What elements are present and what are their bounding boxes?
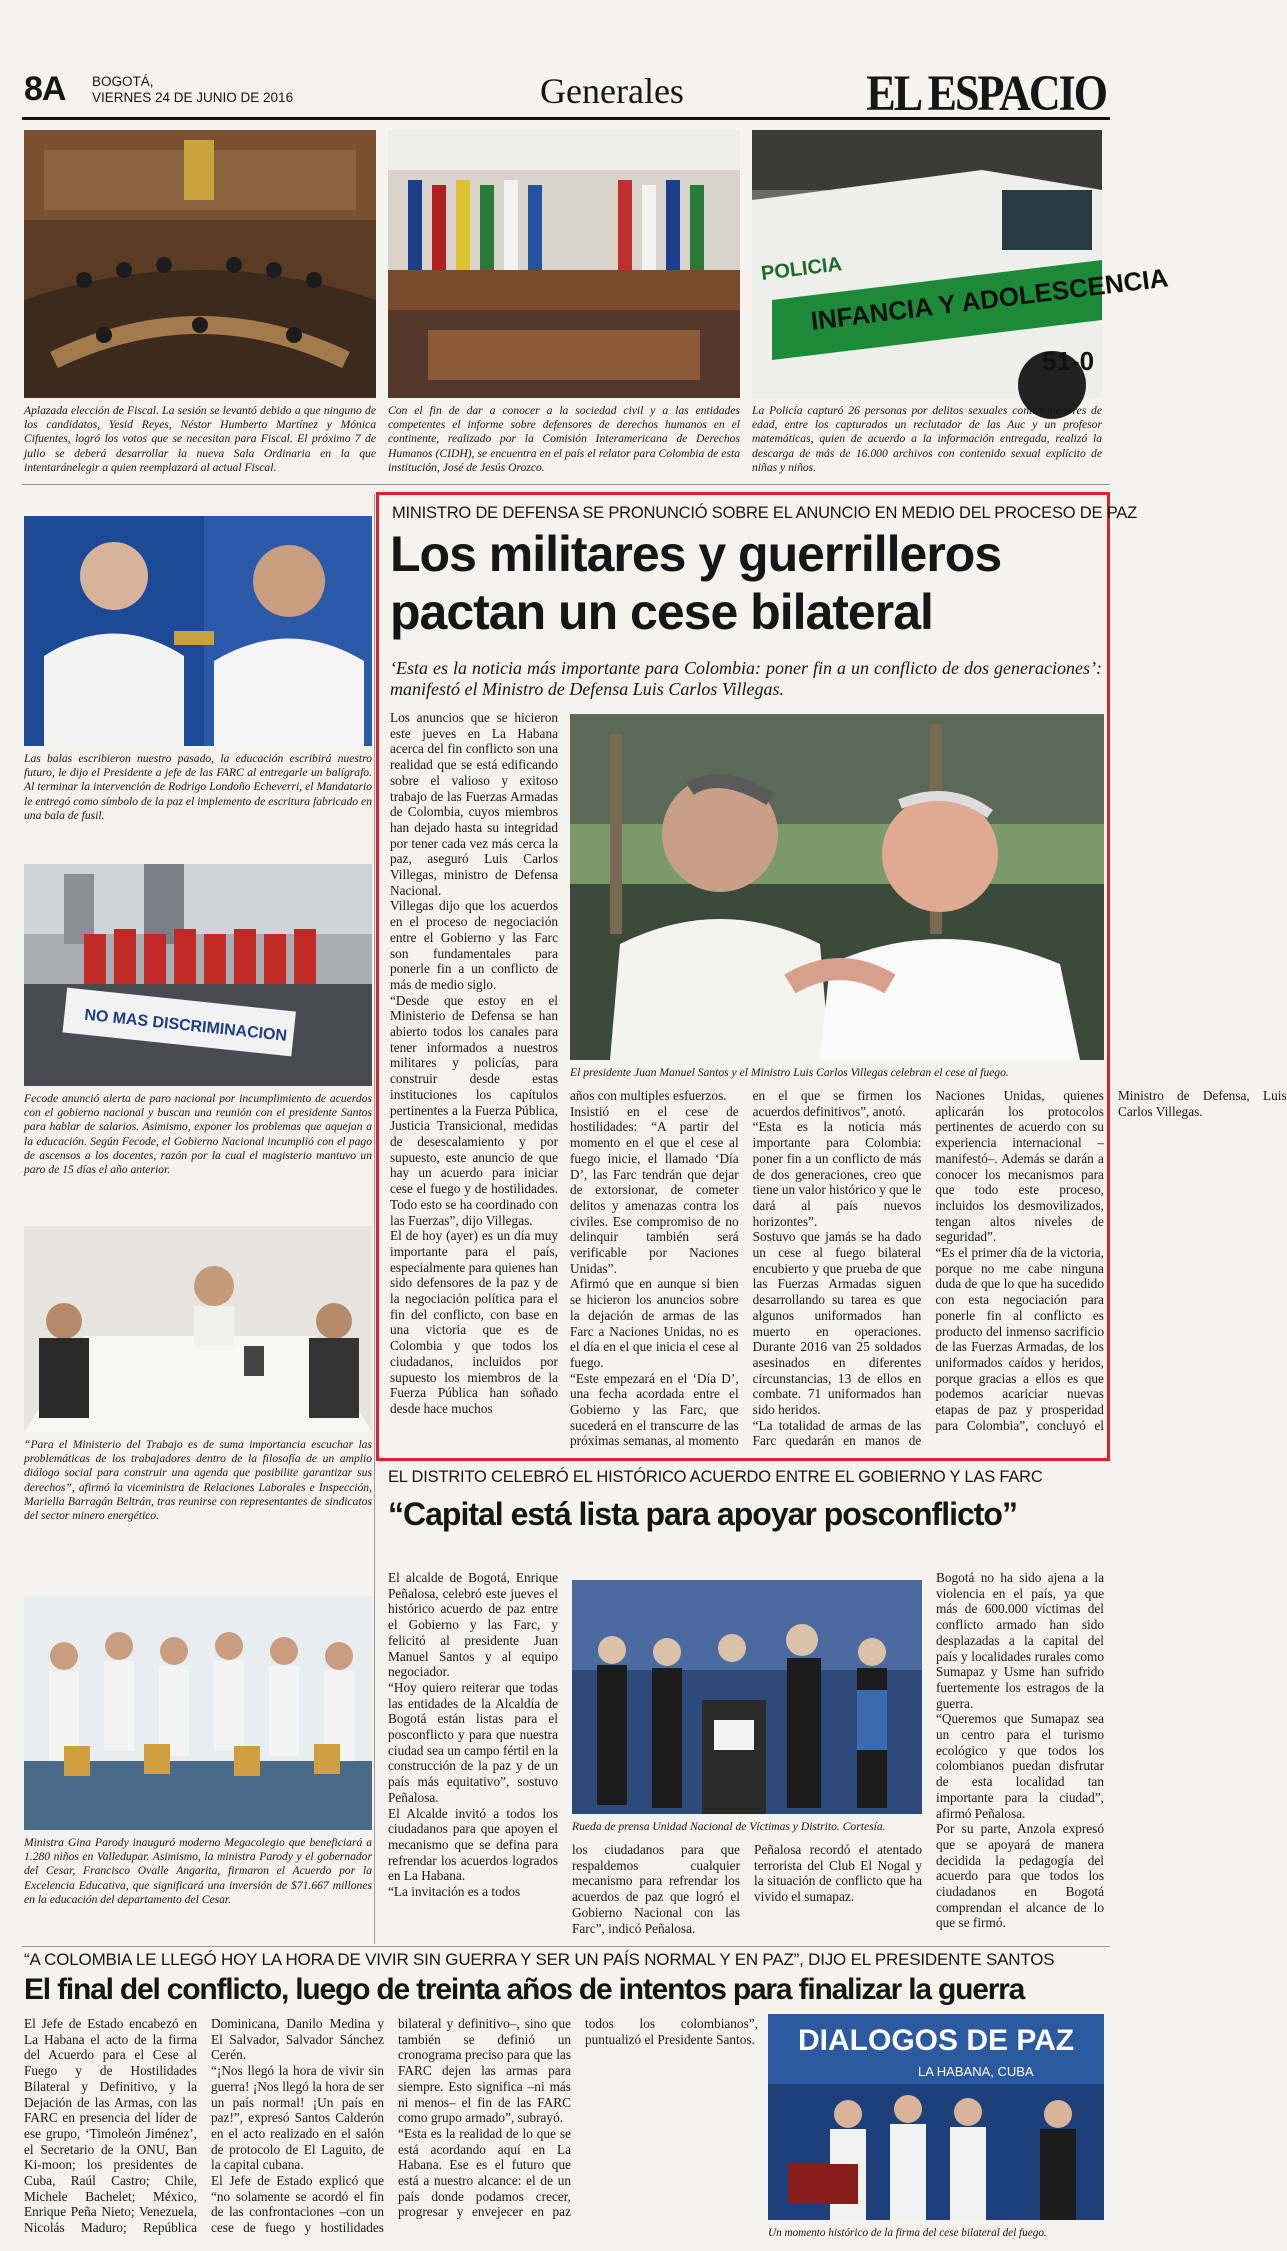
photo-fecode-march-image (24, 864, 372, 1086)
truck-number: 51-0 (1042, 346, 1095, 376)
top-row-divider (22, 484, 1110, 485)
fecode-banner-text: NO MAS DISCRIMINACION (83, 1006, 288, 1045)
main-paragraph: El de hoy (ayer) es un día muy importante para el país, especialmente para quienes han sido defensores de la paz y de la negociación política para el fin del conflicto, con base en una victoria que es de Colombia y que todos los ciudadanos, incluidos por supuesto los miembros de la Fuerza Pública han soñado desde hace muchos (390, 1228, 558, 1416)
main-article-headline-2: pactan un cese bilateral (390, 584, 933, 640)
signing-banner-text: DIALOGOS DE PAZ (798, 2024, 1075, 2057)
caption-fecode: Fecode anunció alerta de paro nacional por incumplimiento de acuerdos con el gobierno nacional y buscan una reunión con el presidente Santos para hablar de salarios. Asimismo, exponer los problemas que aquejan a la educación. Según Fecode, el Gobierno Nacional incumplió con el pago de ascensos a los docentes, razón por la cual el magisterio mantuvo un paro de 15 días el año anterior. (24, 1092, 372, 1177)
main-paragraph: “Es el primer día de la victoria, porque no me cabe ninguna duda de que lo que ha sucedido con esta negociación para ponerle fin al conflicto es producto del inmenso sacrificio de las Fuerzas Armadas, de los uniformados caídos y heridos, porque gracias a ellos es que podemos acariciar nuevas etapas de paz y prosperidad para Colombia”, concluyó el Ministro de Defensa, Luis Carlos Villegas. (935, 1088, 1287, 1433)
main-article-kicker: MINISTRO DE DEFENSA SE PRONUNCIÓ SOBRE EL ANUNCIO EN MEDIO DEL PROCESO DE PAZ (392, 504, 1137, 522)
page-date (92, 74, 293, 106)
main-paragraph: Insistió en el cese de hostilidades: “A partir del momento en el que el cese al fuego inicie, el llamado ‘Día D’, las Farc tendrán que dejar de extorsionar, de cometer delitos y amenazas contra los civiles. Ese compromiso de no delinquir también será verificable por Naciones Unidas”. (570, 1103, 739, 1276)
photo-mintrabajo-meeting (24, 1226, 372, 1432)
photo-santos-timochenko (24, 516, 372, 746)
photo-press-conference (572, 1580, 922, 1814)
second-paragraph: Por su parte, Anzola expresó que se apoyará de manera decidida la pedagogía del acuerdo para que todos los ciudadanos en Bogotá comprendan el alcance de lo que se firmó. (936, 1821, 1104, 1931)
caption-mintrabajo: “Para el Ministerio del Trabajo es de suma importancia escuchar las problemáticas de los trabajadores dentro de la filosofía de un amplio diálogo social para construir una agenda que posibilite garantizar sus derechos”, afirmó la viceministra de Relaciones Laborales e Inspección, Mariella Barragán Beltrán, tras reunirse con representantes de sindicatos del sector minero energético. (24, 1438, 372, 1523)
photo-megacolegio-image (24, 1596, 372, 1830)
photo-santos-timochenko-image (24, 516, 372, 746)
second-paragraph: “Hoy quiero reiterar que todas las entidades de la Alcaldía de Bogotá están listas para el posconflicto y para que nuestra ciudad sea un campo fértil en la construcción de la paz y de un país más equitativo”, sostuvo Peñalosa. (388, 1679, 558, 1805)
photo-signing-ceremony-image (768, 2014, 1104, 2220)
caption-baligrafo: Las balas escribieron nuestro pasado, la educación escribirá nuestro futuro, le dijo el Presidente a jefe de las FARC al entregarle un balígrafo. Al terminar la intervención de Rodrigo Londoño Echeverri, el Mandatario le entregó como símbolo de la paz el implemento de escritura fabricado en una bala de fusil. (24, 752, 372, 822)
second-article-bottom-columns (572, 1842, 922, 1942)
page-date-city: BOGOTÁ, (92, 74, 154, 89)
photo-fiscal-session-image (24, 130, 376, 398)
second-article-headline: “Capital está lista para apoyar posconflicto” (388, 1496, 1017, 1532)
section-name: Generales (540, 71, 684, 111)
second-paragraph: los ciudadanos para que respaldemos cualquier mecanismo para refrendar los acuerdos de paz que logró el Gobierno Nacional con las Farc”, indicó Peñalosa. (572, 1842, 740, 1936)
photo-signing-ceremony (768, 2014, 1104, 2220)
photo-fiscal-session (24, 130, 376, 398)
photo-police-truck (752, 130, 1170, 398)
sidebar-divider (374, 494, 375, 1944)
second-article-right-column (936, 1570, 1104, 1942)
main-paragraph: “Este empezará en el ‘Día D’, una fecha acordada entre el Gobierno y las Farc, que sucederá en el transcurre de las próximas semanas, al momento en el que se firmen los acuerdos definitivos”, anotó. (570, 1088, 922, 1449)
main-paragraph: Afirmó que en aunque si bien se hicieron los anuncios sobre la dejación de armas de las Farc a Naciones Unidas, no es el día en el que inicia el cese al fuego. (570, 1276, 739, 1370)
main-paragraph: “Esta es la noticia más importante para Colombia: poner fin a un conflicto de más de dos generaciones, creo que tiene un valor histórico y que le dará al país nuevos horizontes”. (752, 1119, 922, 1229)
photo-santos-villegas-image (570, 714, 1104, 1060)
truck-text: INFANCIA Y ADOLESCENCIA (809, 262, 1170, 336)
signing-banner-subtext: LA HABANA, CUBA (918, 2064, 1034, 2079)
page-header (22, 58, 1110, 120)
third-article-headline: El final del conflicto, luego de treinta años de intentos para finalizar la guerra (24, 1973, 1025, 2006)
third-paragraph: El Jefe de Estado encabezó en La Habana el acto de la firma del Acuerdo para el Cese al Fuego y de Hostilidades Bilateral y Definitivo, y la Dejación de las Armas, con las FARC en presencia del líder de ese grupo, ‘Timoleón Jiménez’, el Secretario de la ONU, Ban Ki-moon; los presidentes de Cuba, Raúl Castro; Chile, Michele Bachelet; México, Enrique Peña Nieto; Venezuela, Nicolás Maduro; República Dominicana, Danilo Medina y El Salvador, Salvador Sánchez Cerén. (24, 2016, 384, 2236)
second-paragraph: “Queremos que Sumapaz sea un centro para el turismo ecológico y que todos los colombianos puedan disfrutar de esta localidad tan importante para la ciudad”, afirmó Peñalosa. (936, 1711, 1104, 1821)
caption-megacolegio: Ministra Gina Parody inauguró moderno Megacolegio que beneficiará a 1.280 niños en Valledupar. Asimismo, la ministra Parody y el gobernador del Cesar, Francisco Ovalle Angarita, firmaron el Acuerdo por la Excelencia Educativa, que significará una inversión de $71.667 millones en la educación del departamento del Cesar. (24, 1836, 372, 1906)
page-date-day: VIERNES 24 DE JUNIO DE 2016 (92, 90, 294, 105)
second-paragraph: Peñalosa recordó el atentado terrorista del Club El Nogal y la situación de conflicto que ha vivido el sumapaz. (754, 1842, 922, 1905)
second-article-lead-column (388, 1570, 558, 1942)
newspaper-logo: EL ESPACIO (866, 65, 1106, 122)
photo-police-truck-image (752, 130, 1170, 398)
third-article-kicker: “A COLOMBIA LE LLEGÓ HOY LA HORA DE VIVIR SIN GUERRA Y SER UN PAÍS NORMAL Y EN PAZ”, DIJO EL PRESIDENTE SANTOS (24, 1950, 1055, 1969)
second-paragraph: Bogotá no ha sido ajena a la violencia en el país, ya que más de 600.000 víctimas del conflicto armado han sido desplazadas a la capital del país y localidades rurales como Sumapaz y Usme han sufrido fuertemente los estragos de la guerra. (936, 1570, 1104, 1711)
second-paragraph: El Alcalde invitó a todos los ciudadanos para que apoyen el mecanismo que se defina para refrendar los acuerdos logrados en La Habana. (388, 1805, 558, 1884)
photo-santos-villegas (570, 714, 1104, 1060)
main-paragraph: “La totalidad de armas de las Farc quedarán en manos de Naciones Unidas, quienes aplicarán los protocolos pertinentes de acuerdo con su experiencia internacional –manifestó–. Además se darán a conocer los mecanismos para que todo este proceso, incluidos los desmovilizados, tengan altos niveles de seguridad”. (752, 1088, 1104, 1449)
main-article-lead-column (390, 710, 558, 1426)
main-paragraph: años con multiples esfuerzos. (570, 1088, 727, 1103)
main-article-body-columns (570, 1088, 1287, 1450)
main-paragraph: “Desde que estoy en el Ministerio de Defensa se han abierto todos los canales para tener informados a nuestros militares y policías, para construir desde estas instituciones los capítulos pertinentes a la Fuerza Pública, Justicia Transicional, medidas de desescalamiento y por supuesto, este anuncio de que hay un acuerdo para iniciar cese el fuego y de hostilidades. Todo esto se ha coordinado con las Fuerzas”, dijo Villegas. (390, 992, 558, 1228)
photo-press-conference-image (572, 1580, 922, 1814)
page-number: 8A (24, 70, 66, 108)
photo-cidh-meeting (388, 130, 740, 398)
main-article-headline-1: Los militares y guerrilleros (390, 526, 1002, 582)
third-paragraph: El Jefe de Estado explicó que “no solamente se acordó el fin de las confrontaciones –con un cese de fuego y hostilidades bilateral y definitivo–, sino que también se definió un cronograma preciso para que las FARC dejen las armas para siempre. Esto significa –ni más ni menos– el fin de las FARC como grupo armado”, subrayó. (211, 2016, 571, 2236)
caption-fiscal: Aplazada elección de Fiscal. La sesión se levantó debido a que ninguno de los candidatos, Yesid Reyes, Néstor Humberto Martínez y Mónica Cifuentes, logró los votos que se necesitan para Fiscal. El próximo 7 de julio se deberá desarrollar la nueva Sala Ordinaria en la que intentaránelegir a quien reemplazará al actual Fiscal. (24, 404, 376, 474)
photo-megacolegio (24, 1596, 372, 1830)
caption-press-conference: Rueda de prensa Unidad Nacional de Víctimas y Distrito. Cortesía. (572, 1820, 886, 1833)
caption-cidh: Con el fin de dar a conocer a la sociedad civil y a las entidades competentes el informe sobre defensores de derechos humanos en el continente, realizado por la Comisión Interamericana de Derechos Humanos (CIDH), se encuentra en el país el relator para Colombia de esta institución, José de Jesús Orozco. (388, 404, 740, 474)
third-article-divider (22, 1946, 1110, 1947)
truck-side-text: POLICIA (759, 253, 844, 285)
main-paragraph: Los anuncios que se hicieron este jueves en La Habana acerca del fin conflicto son una realidad que se está edificando sobre el valioso y exitoso trabajo de las Fuerzas Armadas de Colombia, cuyos miembros han dejado hasta su integridad por tener cada vez más cerca la paz, aseguró Luis Carlos Villegas, ministro de Defensa Nacional. (390, 710, 558, 898)
third-paragraph: “¡Nos llegó la hora de vivir sin guerra! ¡Nos llegó la hora de ser un país normal! ¡Un país en paz!”, expresó Santos Calderón en el acto realizado en el salón de protocolo de El Laguito, de la capital cubana. (211, 2063, 384, 2173)
second-article-kicker: EL DISTRITO CELEBRÓ EL HISTÓRICO ACUERDO ENTRE EL GOBIERNO Y LAS FARC (388, 1468, 1043, 1486)
third-article-columns (24, 2016, 758, 2242)
photo-mintrabajo-meeting-image (24, 1226, 372, 1432)
main-paragraph: Sostuvo que jamás se ha dado un cese al fuego bilateral encubierto y que prueba de que las Fuerzas Armadas siguen desarrollando su tarea es que algunos uniformados han muerto en operaciones. Durante 2016 van 25 soldados asesinados en diferentes circunstancias, 13 de ellos en combate. 71 uniformados han sido heridos. (752, 1229, 922, 1418)
photo-cidh-meeting-image (388, 130, 740, 398)
main-article-deck: ‘Esta es la noticia más importante para Colombia: poner fin a un conflicto de dos generaciones’: manifestó el Ministro de Defensa Luis Carlos Villegas. (390, 658, 1102, 699)
third-paragraph: “Esta es la realidad de lo que se está acordando aquí en La Habana. Ese es el futuro que está a nuestro alcance: el de un país donde podamos crecer, progresar y envejecer en paz todos los colombianos”, puntualizó el Presidente Santos. (398, 2016, 758, 2220)
main-paragraph: Villegas dijo que los acuerdos en el proceso de negociación entre el Gobierno y las Farc son fundamentales para ponerle fin a un conflicto de más de medio siglo. (390, 898, 558, 992)
photo-fecode-march (24, 864, 372, 1086)
caption-police: La Policía capturó 26 personas por delitos sexuales contra menores de edad, entre los capturados un reclutador de las Auc y un profesor matemáticas, quien de acuerdo a la información entregada, realizó la descarga de más de 16.000 archivos con contenido sexual explícito de niñas y niños. (752, 404, 1102, 474)
second-paragraph: “La invitación es a todos (388, 1884, 521, 1900)
caption-signing-ceremony: Un momento histórico de la firma del cese bilateral del fuego. (768, 2227, 1047, 2239)
second-paragraph: El alcalde de Bogotá, Enrique Peñalosa, celebró este jueves el histórico acuerdo de paz entre el Gobierno y las Farc, y felicitó al presidente Juan Manuel Santos y al equipo negociador. (388, 1570, 558, 1680)
caption-santos-villegas: El presidente Juan Manuel Santos y el Ministro Luis Carlos Villegas celebran el cese al fuego. (570, 1066, 1009, 1079)
